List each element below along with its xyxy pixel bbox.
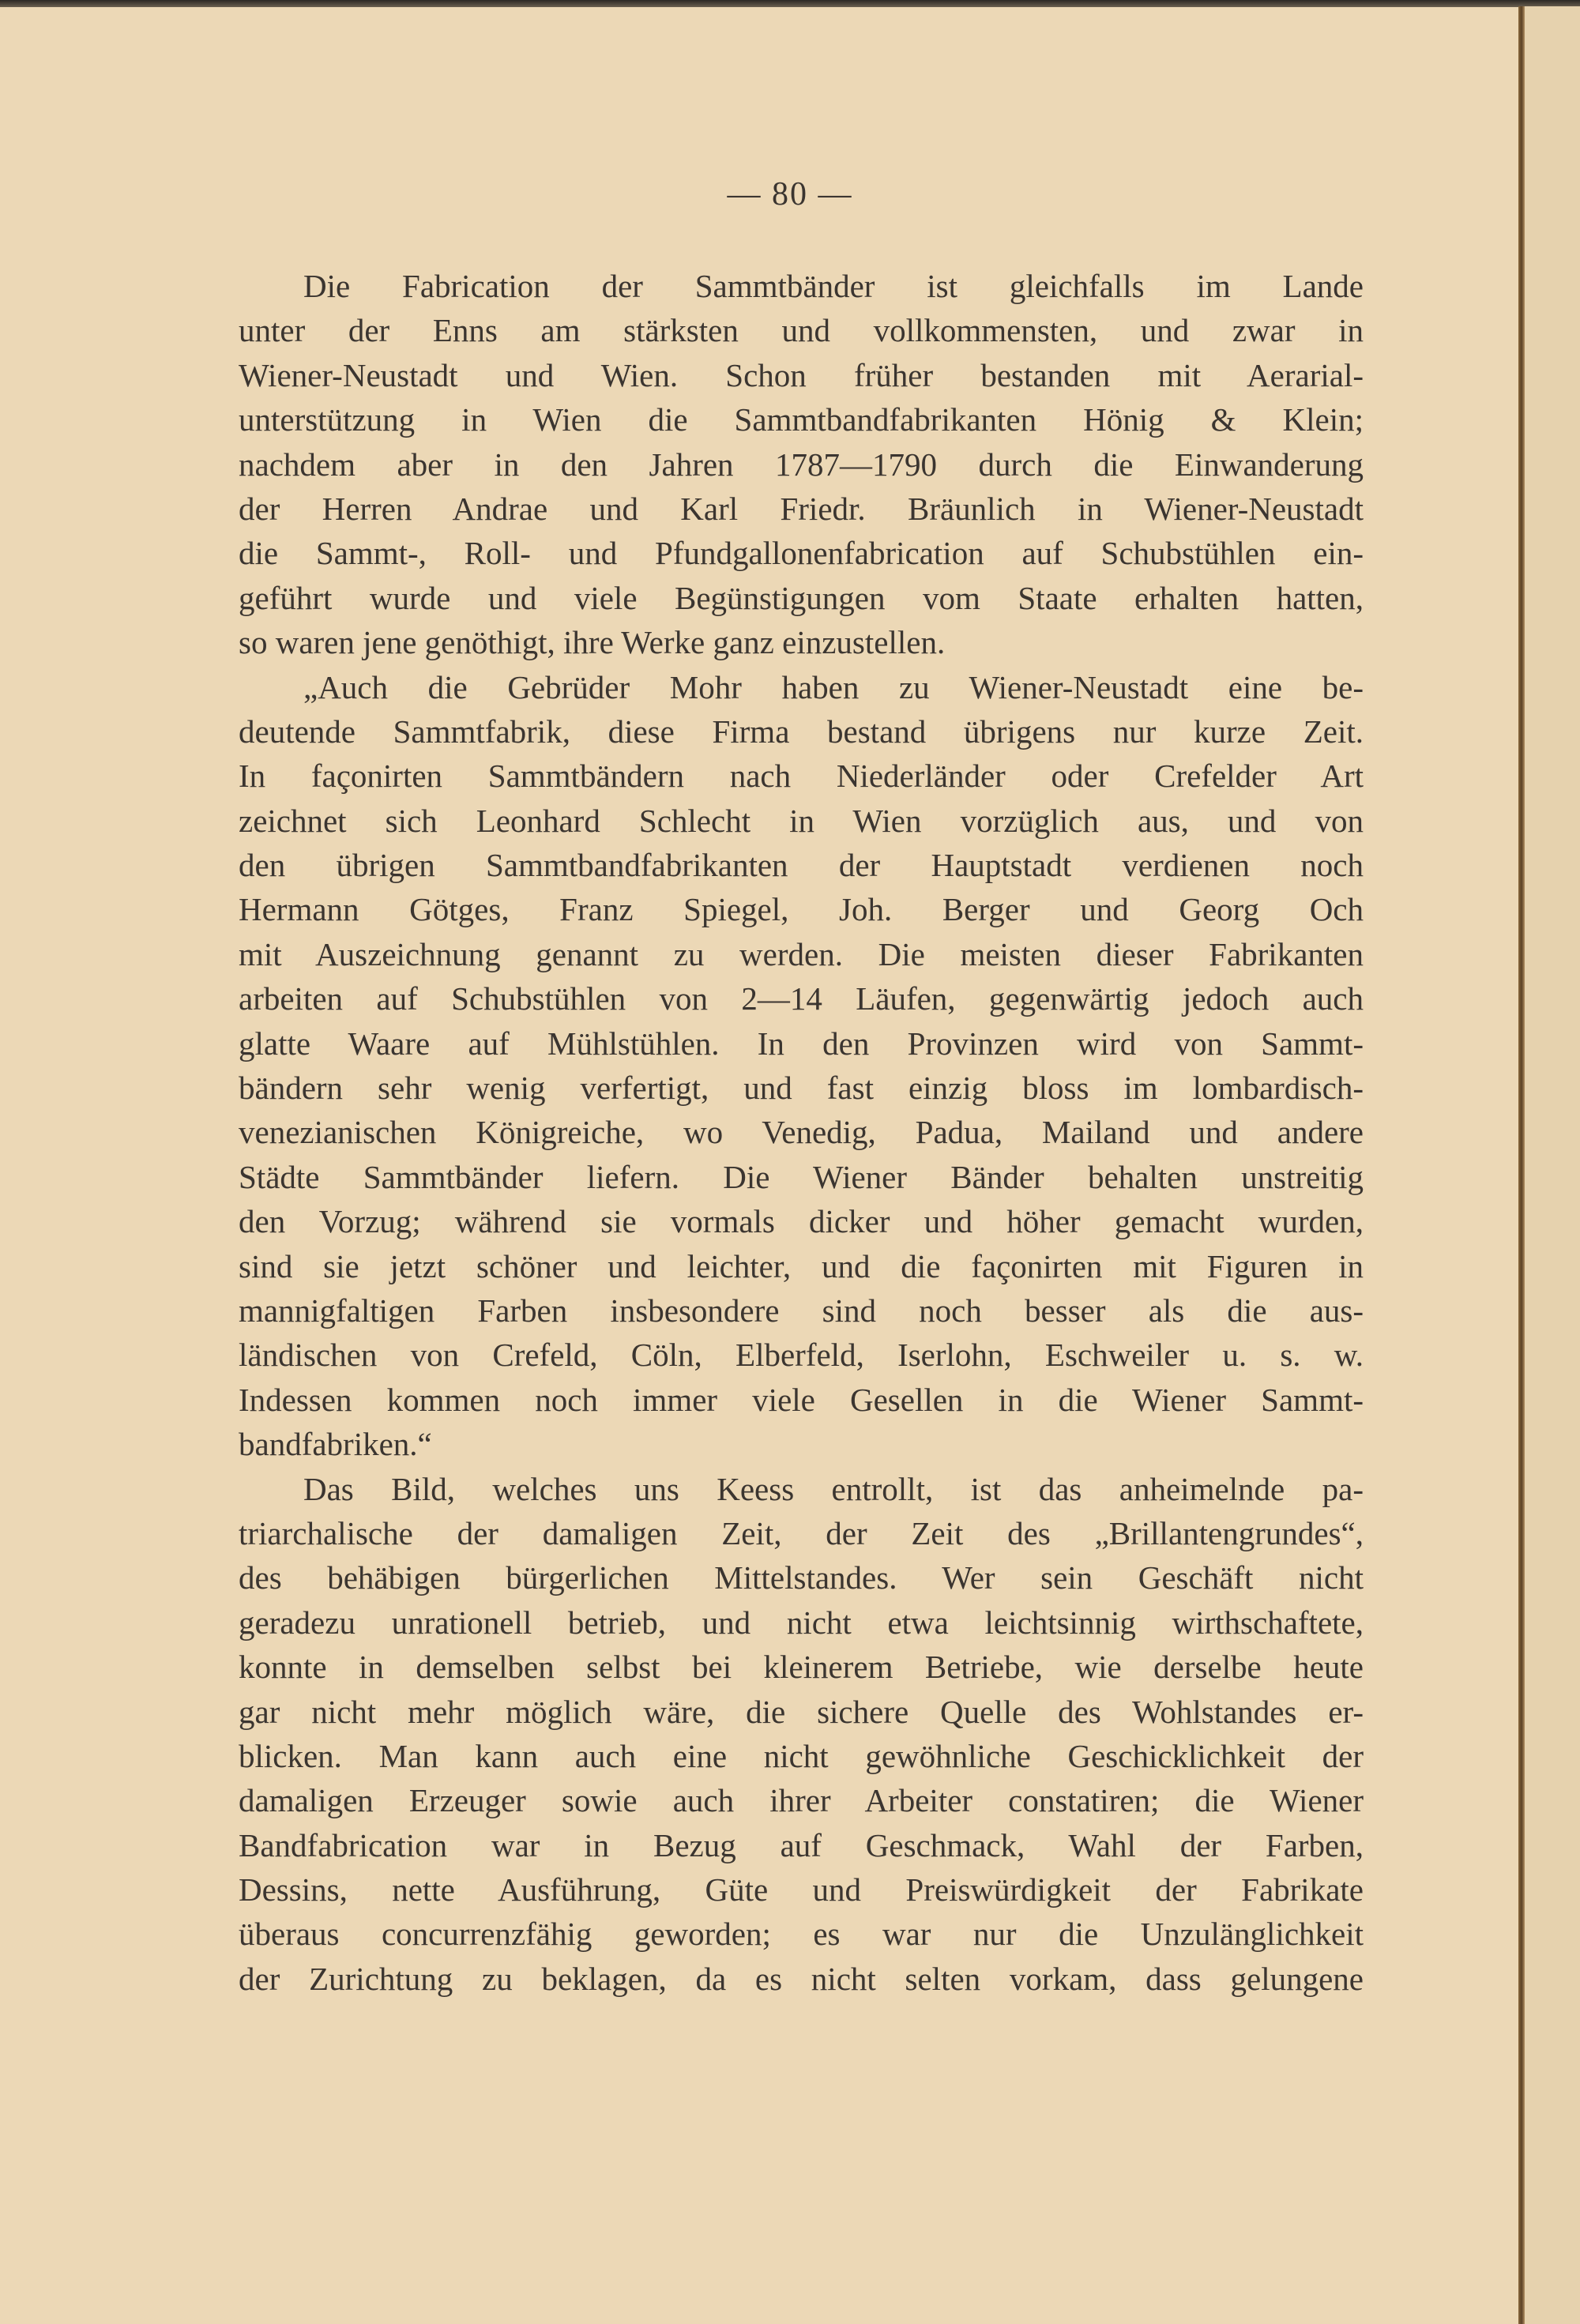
text-line: zeichnet sich Leonhard Schlecht in Wien vorzüglich aus, und von (239, 802, 1364, 839)
adjacent-page-leaf (1525, 6, 1580, 2324)
text-line: geradezu unrationell betrieb, und nicht etwa leichtsinnig wirthschaftete, (239, 1604, 1364, 1641)
text-line: damaligen Erzeuger sowie auch ihrer Arbeiter constatiren; die Wiener (239, 1782, 1364, 1819)
text-line: unter der Enns am stärksten und vollkommensten, und zwar in (239, 312, 1364, 349)
text-line: Indessen kommen noch immer viele Gesellen in die Wiener Sammt- (239, 1381, 1364, 1418)
text-line: den Vorzug; während sie vormals dicker und höher gemacht wurden, (239, 1203, 1364, 1240)
text-line: so waren jene genöthigt, ihre Werke ganz einzustellen. (239, 624, 946, 661)
page-number: — 80 — (727, 176, 853, 212)
text-line: bandfabriken.“ (239, 1426, 432, 1463)
text-line: konnte in demselben selbst bei kleinerem Betriebe, wie derselbe heute (239, 1649, 1364, 1686)
text-line: venezianischen Königreiche, wo Venedig, Padua, Mailand und andere (239, 1114, 1364, 1151)
text-line: sind sie jetzt schöner und leichter, und die façonirten mit Figuren in (239, 1247, 1364, 1284)
text-line: deutende Sammtfabrik, diese Firma bestand übrigens nur kurze Zeit. (239, 713, 1364, 750)
text-line: Das Bild, welches uns Keess entrollt, ist das anheimelnde pa- (303, 1470, 1364, 1507)
text-line: gar nicht mehr möglich wäre, die sichere Quelle des Wohlstandes er- (239, 1693, 1364, 1730)
text-line: Dessins, nette Ausführung, Güte und Preiswürdigkeit der Fabrikate (239, 1871, 1364, 1908)
text-line: ländischen von Crefeld, Cöln, Elberfeld, Iserlohn, Eschweiler u. s. w. (239, 1337, 1364, 1374)
text-line: mit Auszeichnung genannt zu werden. Die meisten dieser Fabrikanten (239, 935, 1364, 972)
text-line: den übrigen Sammtbandfabrikanten der Hauptstadt verdienen noch (239, 847, 1364, 884)
text-line: blicken. Man kann auch eine nicht gewöhnliche Geschicklichkeit der (239, 1737, 1364, 1774)
body-text (239, 264, 1364, 2001)
text-line: geführt wurde und viele Begünstigungen vom Staate erhalten hatten, (239, 579, 1364, 616)
text-line: Städte Sammtbänder liefern. Die Wiener Bänder behalten unstreitig (239, 1158, 1364, 1195)
text-line: überaus concurrenzfähig geworden; es war nur die Unzulänglichkeit (239, 1916, 1364, 1953)
text-line: Wiener-Neustadt und Wien. Schon früher bestanden mit Aerarial- (239, 356, 1364, 393)
text-line: Bandfabrication war in Bezug auf Geschmack, Wahl der Farben, (239, 1826, 1364, 1863)
text-line: nachdem aber in den Jahren 1787—1790 durch die Einwanderung (239, 446, 1364, 483)
text-line: unterstützung in Wien die Sammtbandfabrikanten Hönig & Klein; (239, 401, 1364, 438)
text-line: mannigfaltigen Farben insbesondere sind noch besser als die aus- (239, 1292, 1364, 1329)
text-line: arbeiten auf Schubstühlen von 2—14 Läufen, gegenwärtig jedoch auch (239, 980, 1364, 1017)
text-line: triarchalische der damaligen Zeit, der Zeit des „Brillantengrundes“, (239, 1514, 1364, 1551)
text-line: „Auch die Gebrüder Mohr haben zu Wiener-Neustadt eine be- (303, 668, 1364, 705)
text-line: bändern sehr wenig verfertigt, und fast einzig bloss im lombardisch- (239, 1070, 1364, 1107)
text-line: In façonirten Sammtbändern nach Niederländer oder Crefelder Art (239, 758, 1364, 795)
scan-top-edge (0, 0, 1580, 7)
text-line: der Zurichtung zu beklagen, da es nicht selten vorkam, dass gelungene (239, 1960, 1364, 1997)
text-line: glatte Waare auf Mühlstühlen. In den Provinzen wird von Sammt- (239, 1025, 1364, 1062)
text-line: des behäbigen bürgerlichen Mittelstandes. Wer sein Geschäft nicht (239, 1559, 1364, 1596)
text-line: der Herren Andrae und Karl Friedr. Bräunlich in Wiener-Neustadt (239, 490, 1364, 527)
text-line: Hermann Götges, Franz Spiegel, Joh. Berger und Georg Och (239, 891, 1364, 928)
text-line: Die Fabrication der Sammtbänder ist gleichfalls im Lande (303, 268, 1364, 304)
page-fold-edge (1518, 6, 1525, 2324)
text-line: die Sammt-, Roll- und Pfundgallonenfabrication auf Schubstühlen ein- (239, 535, 1364, 572)
